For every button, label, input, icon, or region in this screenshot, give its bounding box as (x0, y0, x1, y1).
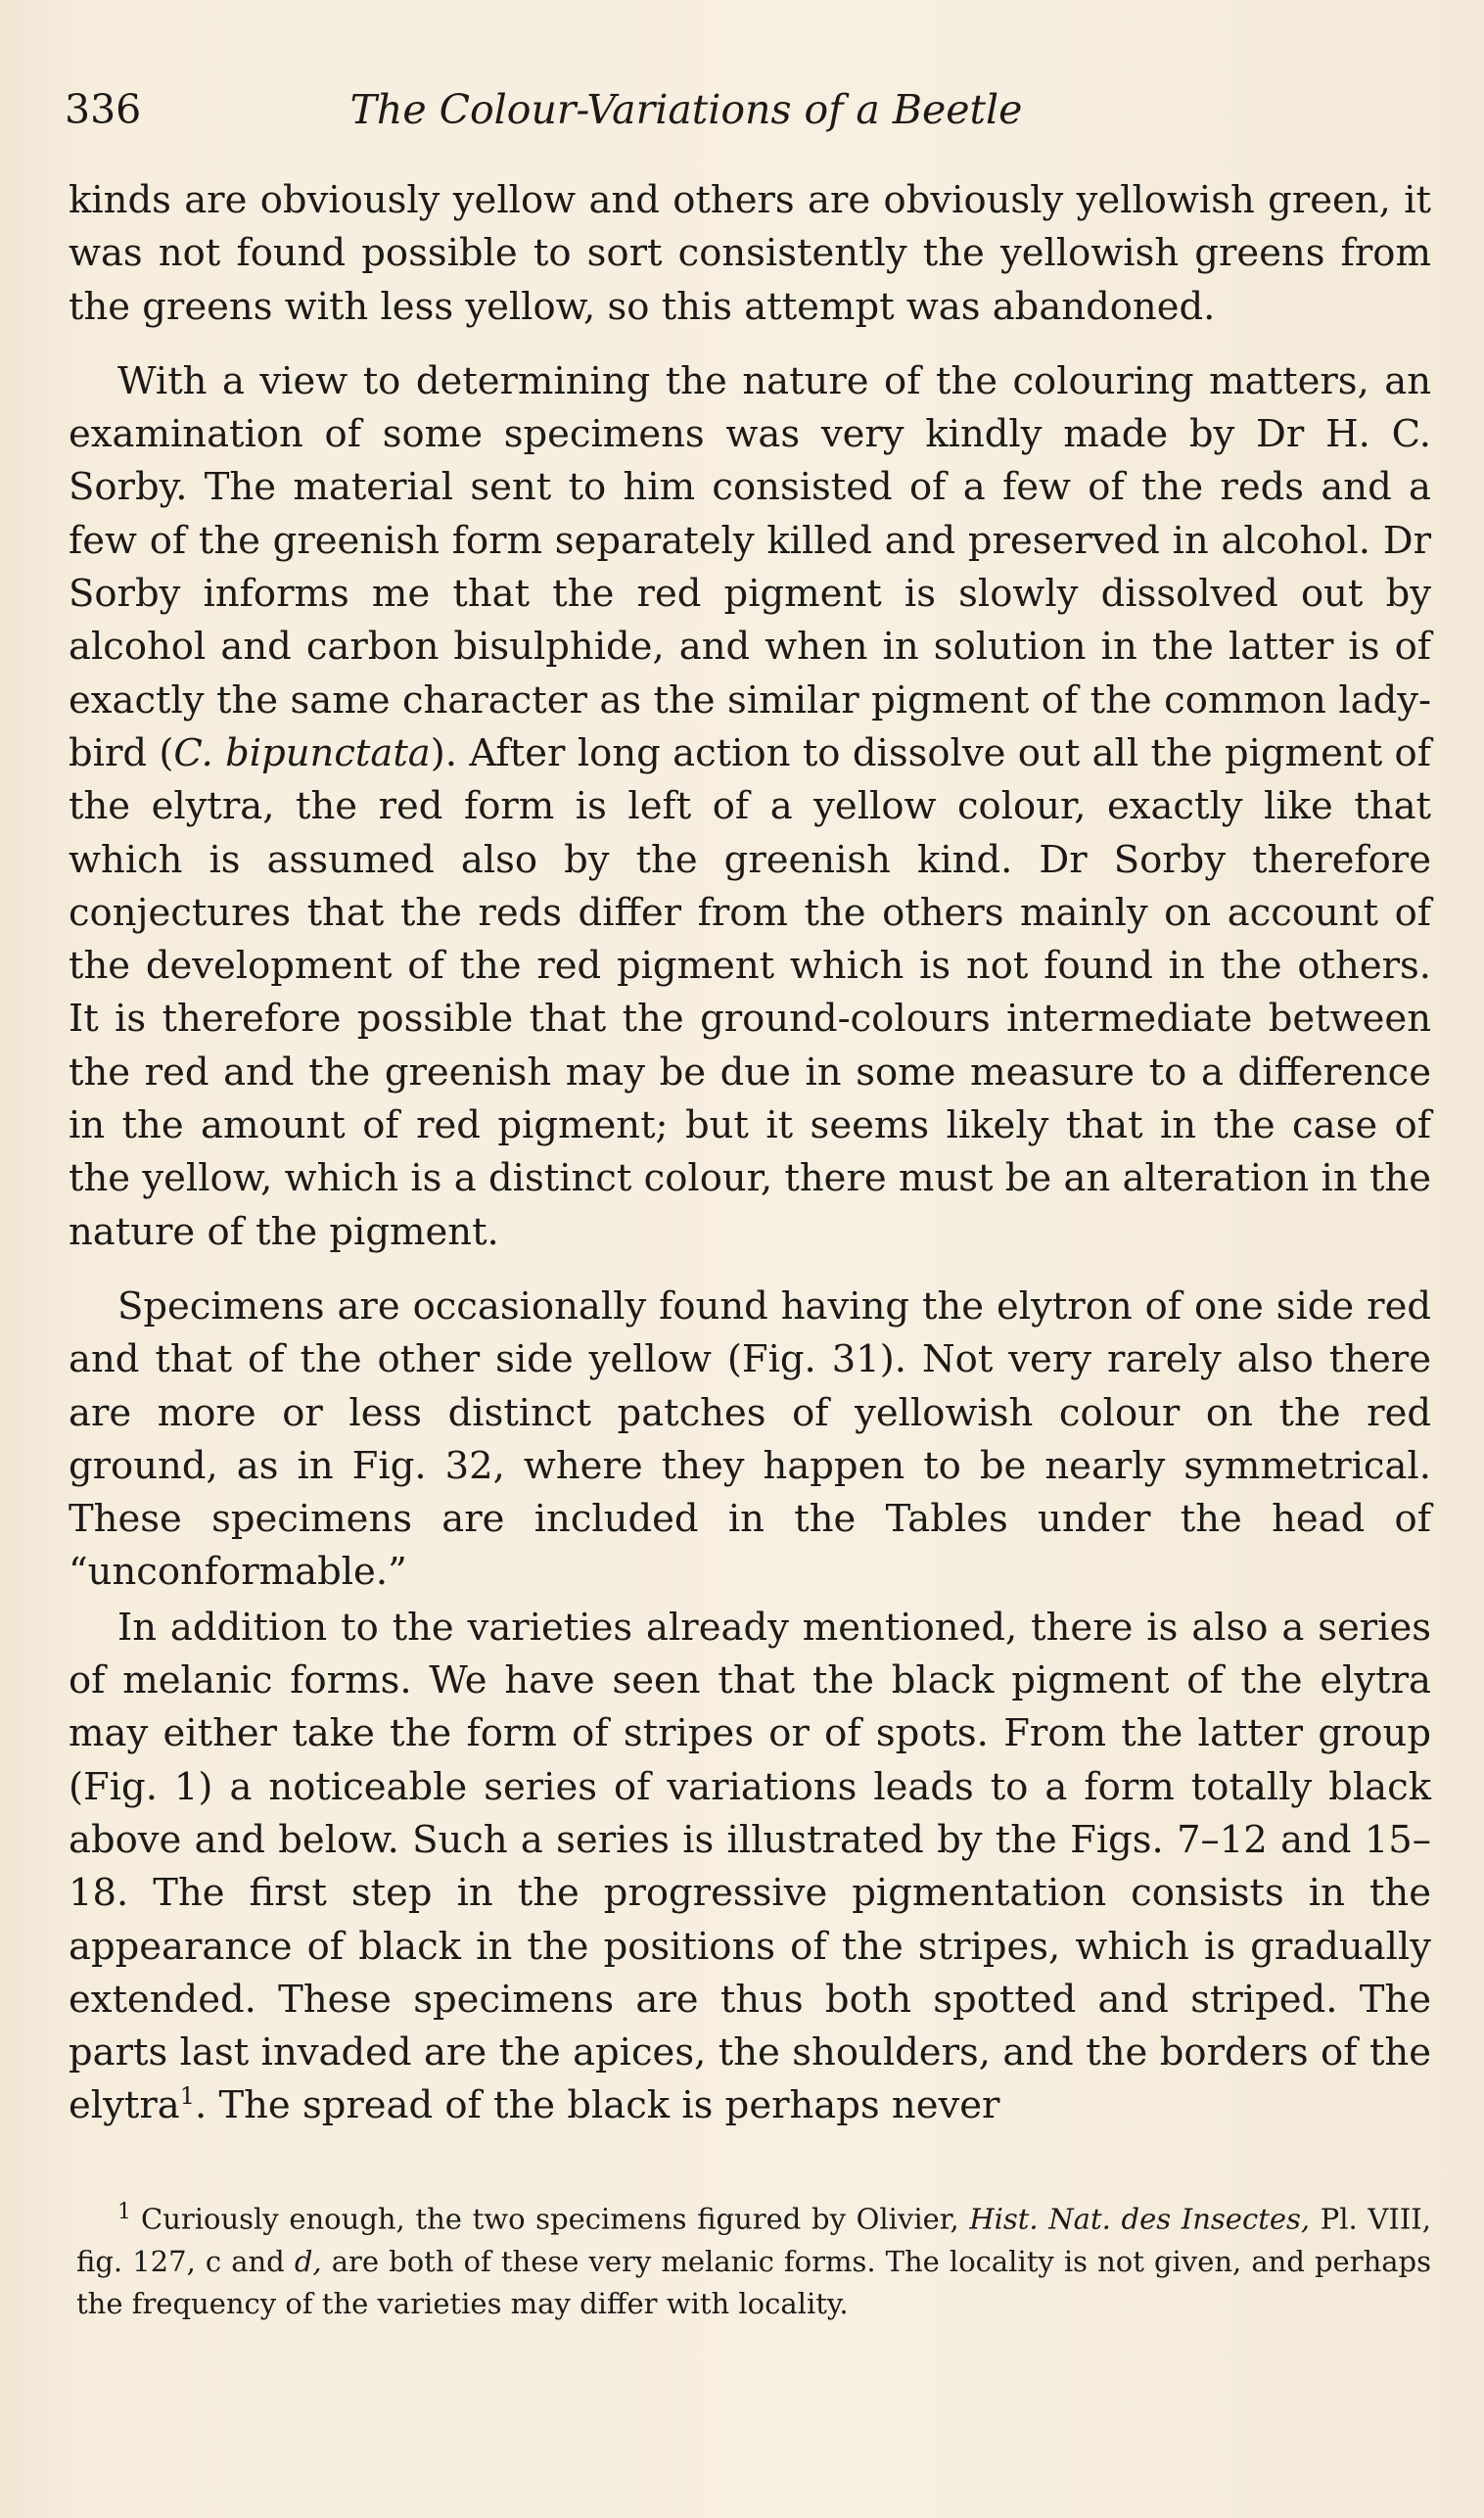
footnote-reference: 1 (179, 2082, 195, 2111)
page-number: 336 (65, 86, 142, 133)
paragraph-4-part-a: In addition to the varieties already mentioned, there is also a series of melanic forms. We have seen that the black pigment of the elytra may either take the form of stripes or of spots. From the latter group (Fig. 1) a noticeable series of variations leads to a form totally black above and below. Such a series is illustrated by the Figs. 7–12 and 15–18. The first step in the progressive pigmentation consists in the appearance of black in the positions of the stripes, which is gradually extended. These specimens are thus both spotted and striped. The parts last invaded are the apices, the shoulders, and the borders of the elytra (69, 1605, 1431, 2128)
paragraph-3: Specimens are occasionally found having the elytron of one side red and that of the other side yellow (Fig. 31). Not very rarely also there are more or less distinct patches of yellowish colour on the red ground, as in Fig. 32, where they happen to be nearly symmetrical. These specimens are included in the Tables under the head of “unconformable.” (69, 1283, 1431, 1595)
footnote-citation-figure: d, (294, 2244, 322, 2278)
running-title: The Colour-Variations of a Beetle (349, 86, 1023, 133)
footnote-citation-title: Hist. Nat. des Insectes, (969, 2202, 1311, 2236)
species-name: C. bipunctata (173, 730, 431, 775)
footnote-part-b: Pl. VIII, fig. 127, c and (76, 2202, 1431, 2278)
footnote-part-a: Curiously enough, the two specimens figured by Olivier, (141, 2202, 970, 2236)
footnote (76, 2191, 1431, 2325)
footnote-marker: 1 (117, 2200, 131, 2224)
paragraph-2 (69, 355, 1431, 1259)
paragraph-2-part-a: With a view to determining the nature of the colouring matters, an examination of some specimens was very kindly made by Dr H. C. Sorby. The material sent to him consisted of a few of the reds and a few of the greenish form separately killed and preserved in alcohol. Dr Sorby informs me that the red pigment is slowly dissolved out by alcohol and carbon bisulphide, and when in solution in the latter is of exactly the same character as the similar pigment of the common lady-bird ( (69, 358, 1431, 775)
paragraph-4 (69, 1602, 1431, 2133)
paragraph-1: kinds are obviously yellow and others are obviously yellowish green, it was not found possible to sort consistently the yellowish greens from the greens with less yellow, so this attempt was abandoned. (69, 178, 1431, 329)
paragraph-2-part-b: ). After long action to dissolve out all the pigment of the elytra, the red form is left of a yellow colour, exactly like that which is assumed also by the greenish kind. Dr Sorby therefore conjectures that the reds differ from the others mainly on account of the development of the red pigment which is not found in the others. It is therefore possible that the ground-colours intermediate between the red and the greenish may be due in some measure to a difference in the amount of red pigment; but it seems likely that in the case of the yellow, which is a distinct colour, there must be an alteration in the nature of the pigment. (69, 730, 1431, 1254)
paragraph-4-part-b: . The spread of the black is perhaps never (194, 2083, 1000, 2128)
page-header (65, 80, 1435, 139)
footnote-part-c: are both of these very melanic forms. The locality is not given, and perhaps the frequency of the varieties may differ with locality. (76, 2244, 1431, 2320)
body-text (69, 174, 1431, 2133)
